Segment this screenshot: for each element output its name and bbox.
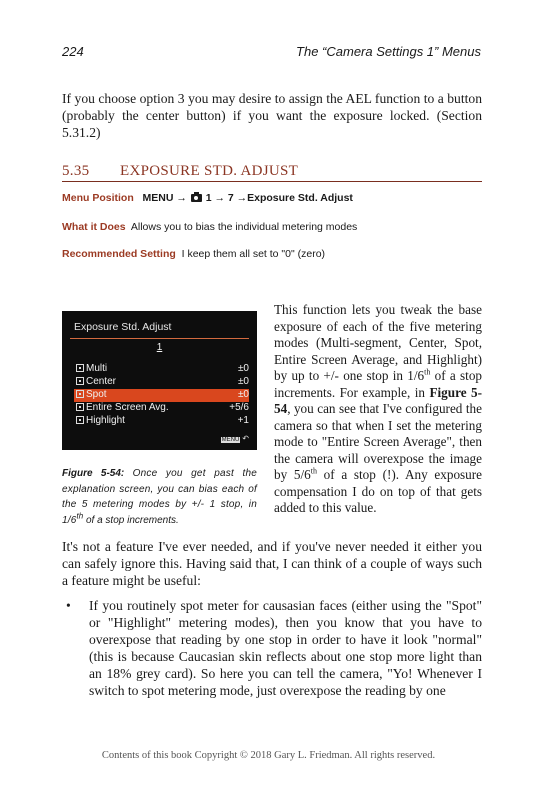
menu-return-hint [221,434,249,443]
section-heading [62,161,482,182]
multi-metering-icon [76,364,84,372]
caption-text: Once you get past the explanation screen, you can bias each of the 5 metering modes by +/- 1 stop, in 1/6 [62,468,257,526]
entire-screen-metering-icon [76,403,84,411]
what-it-does-label: What it Does [62,221,126,233]
metering-row-highlight [74,415,249,428]
recommended-setting [62,248,325,260]
intro-paragraph: If you choose option 3 you may desire to assign the AEL function to a button (probably the center button) if you want the exposure locked. (Section 5.31.2) [62,91,482,140]
menu-position-label: Menu Position [62,192,134,204]
row-value: +5/6 [229,402,249,413]
spot-metering-icon [76,390,84,398]
figure-caption [62,466,257,528]
running-header [62,44,481,62]
camera-icon [191,194,202,202]
menu-key: MENU [221,437,240,443]
what-it-does [62,221,357,233]
metering-row-multi [74,363,249,376]
bullet-text: If you routinely spot meter for causasian faces (either using the "Spot" or "Highlight" metering modes), then you know that you have to overexpose that reading by one stop in order to have it look "normal" (this is because Caucasian skin reflects about one stop more light than an 18% grey card). So here you can tell the camera, "Yo! Whenever I switch to spot metering mode, just overexpose the reading by one [89,598,482,698]
row-value: ±0 [237,363,249,374]
rc-part-4: of a stop (!). Any exposure compensation I do on top of that gets added to this value. [274,467,483,515]
rc-part-3: , you can see that I've configured the camera so that when I set the metering mode to "Entire Screen Average", then the camera will overexpose the image by 5/6 [274,401,482,482]
camera-menu-screenshot [62,311,257,450]
metering-row-entire-screen [74,402,249,415]
row-value: ±0 [237,389,249,400]
bullet-marker: • [66,598,71,613]
chapter-title: The “Camera Settings 1” Menus [296,44,481,59]
page-number: 224 [62,44,84,59]
screen-title: Exposure Std. Adjust [74,321,172,333]
screen-divider [70,338,249,339]
row-label: Spot [86,389,107,400]
section-number: 5.35 [62,163,90,179]
row-value: +1 [237,415,249,426]
body-paragraph: It's not a feature I've ever needed, and if you've never needed it either you can safely ignore this. Having said that, I can think of a couple of ways such a feature might be useful: [62,539,482,588]
metering-row-spot [74,389,249,402]
recommended-label: Recommended Setting [62,248,176,260]
what-it-does-text: Allows you to bias the individual metering modes [130,221,358,233]
metering-row-center [74,376,249,389]
menu-position [62,192,353,204]
menu-position-prefix: MENU → [142,192,187,204]
right-column-paragraph [274,302,482,517]
row-label: Highlight [86,415,125,426]
row-value: ±0 [237,376,249,387]
menu-position-path: 1 → 7 →Exposure Std. Adjust [205,192,353,204]
rc-sup-2: th [310,466,317,476]
return-icon: ↶ [242,434,249,443]
rc-sup-1: th [424,367,431,377]
figure-reference: Figure 5-54 [274,384,482,416]
row-label: Center [86,376,117,387]
section-title: EXPOSURE STD. ADJUST [120,163,299,179]
center-metering-icon [76,377,84,385]
rc-part-1: This function lets you tweak the base exposure of each of the five metering modes (Multi-segment, Center, Spot, Entire Screen Average, and Highlight) by up to +/- one stop in 1/6 [274,302,482,383]
caption-text-end: of a stop increments. [85,514,179,526]
copyright-footer: Contents of this book Copyright © 2018 Gary L. Friedman. All rights reserved. [101,750,436,761]
row-label: Entire Screen Avg. [86,402,169,413]
row-label: Multi [86,363,108,374]
caption-superscript: th [76,511,84,521]
recommended-text: I keep them all set to "0" (zero) [181,248,326,260]
highlight-metering-icon [76,416,84,424]
screen-page-number: 1 [156,342,163,353]
rc-part-2: of a stop increments. For example, in [274,368,483,400]
figure-label: Figure 5-54: [62,468,125,479]
